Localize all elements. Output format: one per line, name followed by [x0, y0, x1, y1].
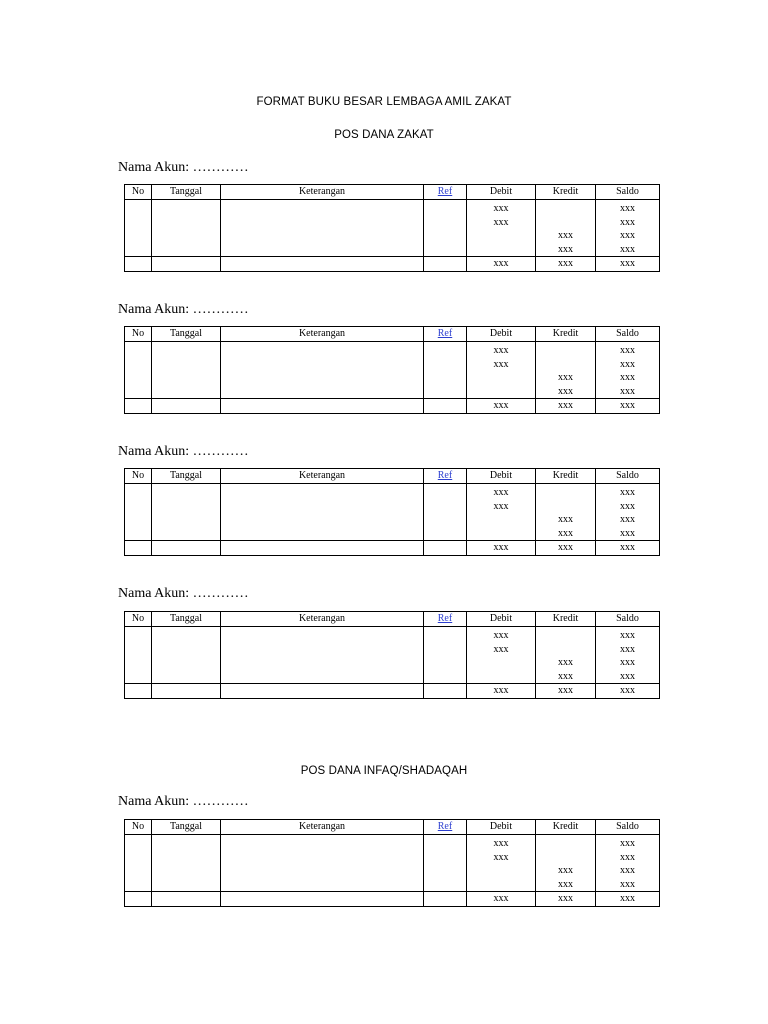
- kredit-entry: xxx: [558, 878, 573, 890]
- kredit-entry: xxx: [558, 243, 573, 255]
- cell-tanggal: [152, 541, 221, 556]
- total-kredit: xxx: [536, 257, 596, 272]
- total-kredit: xxx: [536, 684, 596, 699]
- saldo-entry: xxx: [620, 203, 635, 214]
- total-debit: xxx: [467, 257, 536, 272]
- saldo-entry: xxx: [620, 500, 635, 512]
- table-row: [125, 484, 660, 541]
- cell-tanggal: [152, 627, 221, 684]
- cell-saldo: [596, 627, 660, 684]
- col-header-keterangan: Keterangan: [221, 820, 424, 835]
- cell-ref: [424, 835, 467, 892]
- saldo-entry: xxx: [620, 385, 635, 397]
- cell-kredit: [536, 342, 596, 399]
- total-kredit: xxx: [536, 892, 596, 907]
- ledger-table: [124, 611, 660, 699]
- cell-keterangan: [221, 257, 424, 272]
- cell-no: [125, 399, 152, 414]
- cell-keterangan: [221, 342, 424, 399]
- saldo-entry: xxx: [620, 865, 635, 876]
- debit-entry: xxx: [493, 216, 509, 228]
- cell-no: [125, 541, 152, 556]
- saldo-entry: xxx: [620, 243, 635, 255]
- debit-entry: xxx: [493, 487, 509, 498]
- col-header-saldo: Saldo: [596, 327, 660, 342]
- total-debit: xxx: [467, 541, 536, 556]
- total-row: [125, 399, 660, 414]
- saldo-entry: xxx: [620, 657, 635, 668]
- debit-entry: xxx: [493, 345, 509, 356]
- saldo-entry: xxx: [620, 670, 635, 682]
- cell-saldo: [596, 342, 660, 399]
- cell-ref: [424, 627, 467, 684]
- total-row: [125, 541, 660, 556]
- ref-link[interactable]: Ref: [437, 328, 453, 339]
- col-header-debit: Debit: [467, 327, 536, 342]
- cell-ref: [424, 200, 467, 257]
- cell-tanggal: [152, 342, 221, 399]
- cell-debit: [467, 835, 536, 892]
- cell-saldo: [596, 484, 660, 541]
- kredit-entry: xxx: [558, 527, 573, 539]
- cell-ref: [424, 684, 467, 699]
- kredit-entry: xxx: [558, 385, 573, 397]
- col-header-keterangan: Keterangan: [221, 612, 424, 627]
- col-header-no: No: [125, 469, 152, 484]
- cell-keterangan: [221, 835, 424, 892]
- col-header-ref[interactable]: [424, 612, 467, 627]
- table-row: [125, 342, 660, 399]
- section-heading-zakat: POS DANA ZAKAT: [334, 129, 434, 141]
- cell-tanggal: [152, 835, 221, 892]
- col-header-no: No: [125, 327, 152, 342]
- account-label: Nama Akun: …………: [118, 794, 249, 809]
- col-header-kredit: Kredit: [536, 820, 596, 835]
- cell-keterangan: [221, 399, 424, 414]
- col-header-ref[interactable]: [424, 327, 467, 342]
- debit-entry: xxx: [493, 851, 509, 863]
- cell-no: [125, 257, 152, 272]
- cell-tanggal: [152, 200, 221, 257]
- cell-ref: [424, 484, 467, 541]
- col-header-tanggal: Tanggal: [152, 820, 221, 835]
- cell-no: [125, 484, 152, 541]
- cell-keterangan: [221, 892, 424, 907]
- total-row: [125, 257, 660, 272]
- ledger-table: [124, 468, 660, 556]
- saldo-entry: xxx: [620, 372, 635, 383]
- cell-debit: [467, 627, 536, 684]
- col-header-no: No: [125, 185, 152, 200]
- kredit-entry: xxx: [558, 230, 573, 241]
- cell-keterangan: [221, 627, 424, 684]
- cell-no: [125, 342, 152, 399]
- col-header-debit: Debit: [467, 820, 536, 835]
- saldo-entry: xxx: [620, 630, 635, 641]
- col-header-debit: Debit: [467, 469, 536, 484]
- account-label: Nama Akun: …………: [118, 160, 249, 175]
- cell-no: [125, 684, 152, 699]
- cell-no: [125, 835, 152, 892]
- ledger-table: [124, 326, 660, 414]
- col-header-kredit: Kredit: [536, 469, 596, 484]
- ledger-table: [124, 819, 660, 907]
- saldo-entry: xxx: [620, 216, 635, 228]
- cell-kredit: [536, 484, 596, 541]
- cell-no: [125, 627, 152, 684]
- cell-keterangan: [221, 541, 424, 556]
- col-header-keterangan: Keterangan: [221, 185, 424, 200]
- kredit-entry: xxx: [558, 657, 573, 668]
- total-debit: xxx: [467, 399, 536, 414]
- col-header-saldo: Saldo: [596, 612, 660, 627]
- cell-kredit: [536, 200, 596, 257]
- cell-tanggal: [152, 257, 221, 272]
- table-row: [125, 627, 660, 684]
- debit-entry: xxx: [493, 630, 509, 641]
- cell-tanggal: [152, 684, 221, 699]
- kredit-entry: xxx: [558, 372, 573, 383]
- cell-keterangan: [221, 684, 424, 699]
- saldo-entry: xxx: [620, 358, 635, 370]
- total-debit: xxx: [467, 892, 536, 907]
- debit-entry: xxx: [493, 358, 509, 370]
- col-header-tanggal: Tanggal: [152, 612, 221, 627]
- ref-link[interactable]: Ref: [437, 613, 453, 624]
- col-header-tanggal: Tanggal: [152, 469, 221, 484]
- cell-no: [125, 200, 152, 257]
- col-header-ref[interactable]: [424, 185, 467, 200]
- cell-ref: [424, 541, 467, 556]
- col-header-saldo: Saldo: [596, 820, 660, 835]
- total-saldo: xxx: [596, 684, 660, 699]
- col-header-saldo: Saldo: [596, 185, 660, 200]
- debit-entry: xxx: [493, 643, 509, 655]
- saldo-entry: xxx: [620, 878, 635, 890]
- col-header-keterangan: Keterangan: [221, 469, 424, 484]
- total-debit: xxx: [467, 684, 536, 699]
- table-row: [125, 200, 660, 257]
- ref-link[interactable]: Ref: [437, 821, 453, 832]
- saldo-entry: xxx: [620, 527, 635, 539]
- cell-ref: [424, 892, 467, 907]
- col-header-ref[interactable]: [424, 469, 467, 484]
- cell-tanggal: [152, 399, 221, 414]
- col-header-ref[interactable]: [424, 820, 467, 835]
- saldo-entry: xxx: [620, 487, 635, 498]
- saldo-entry: xxx: [620, 643, 635, 655]
- cell-debit: [467, 342, 536, 399]
- kredit-entry: xxx: [558, 670, 573, 682]
- saldo-entry: xxx: [620, 514, 635, 525]
- cell-no: [125, 892, 152, 907]
- col-header-kredit: Kredit: [536, 327, 596, 342]
- cell-saldo: [596, 835, 660, 892]
- ledger-table: [124, 184, 660, 272]
- total-row: [125, 892, 660, 907]
- col-header-keterangan: Keterangan: [221, 327, 424, 342]
- col-header-debit: Debit: [467, 185, 536, 200]
- total-row: [125, 684, 660, 699]
- total-kredit: xxx: [536, 541, 596, 556]
- cell-saldo: [596, 200, 660, 257]
- col-header-kredit: Kredit: [536, 185, 596, 200]
- account-label: Nama Akun: …………: [118, 302, 249, 317]
- cell-keterangan: [221, 200, 424, 257]
- cell-debit: [467, 484, 536, 541]
- col-header-tanggal: Tanggal: [152, 327, 221, 342]
- col-header-no: No: [125, 612, 152, 627]
- cell-ref: [424, 399, 467, 414]
- col-header-kredit: Kredit: [536, 612, 596, 627]
- ref-link[interactable]: Ref: [437, 470, 453, 481]
- total-saldo: xxx: [596, 399, 660, 414]
- kredit-entry: xxx: [558, 514, 573, 525]
- col-header-no: No: [125, 820, 152, 835]
- col-header-debit: Debit: [467, 612, 536, 627]
- total-saldo: xxx: [596, 257, 660, 272]
- cell-tanggal: [152, 892, 221, 907]
- cell-debit: [467, 200, 536, 257]
- total-saldo: xxx: [596, 892, 660, 907]
- saldo-entry: xxx: [620, 230, 635, 241]
- col-header-tanggal: Tanggal: [152, 185, 221, 200]
- saldo-entry: xxx: [620, 838, 635, 849]
- debit-entry: xxx: [493, 203, 509, 214]
- cell-ref: [424, 342, 467, 399]
- total-saldo: xxx: [596, 541, 660, 556]
- account-label: Nama Akun: …………: [118, 586, 249, 601]
- debit-entry: xxx: [493, 500, 509, 512]
- debit-entry: xxx: [493, 838, 509, 849]
- ref-link[interactable]: Ref: [437, 186, 453, 197]
- cell-kredit: [536, 627, 596, 684]
- page-title: FORMAT BUKU BESAR LEMBAGA AMIL ZAKAT: [256, 96, 512, 108]
- col-header-saldo: Saldo: [596, 469, 660, 484]
- cell-keterangan: [221, 484, 424, 541]
- kredit-entry: xxx: [558, 865, 573, 876]
- table-row: [125, 835, 660, 892]
- saldo-entry: xxx: [620, 851, 635, 863]
- saldo-entry: xxx: [620, 345, 635, 356]
- total-kredit: xxx: [536, 399, 596, 414]
- cell-tanggal: [152, 484, 221, 541]
- account-label: Nama Akun: …………: [118, 444, 249, 459]
- section-heading-infaq: POS DANA INFAQ/SHADAQAH: [300, 765, 468, 777]
- cell-kredit: [536, 835, 596, 892]
- cell-ref: [424, 257, 467, 272]
